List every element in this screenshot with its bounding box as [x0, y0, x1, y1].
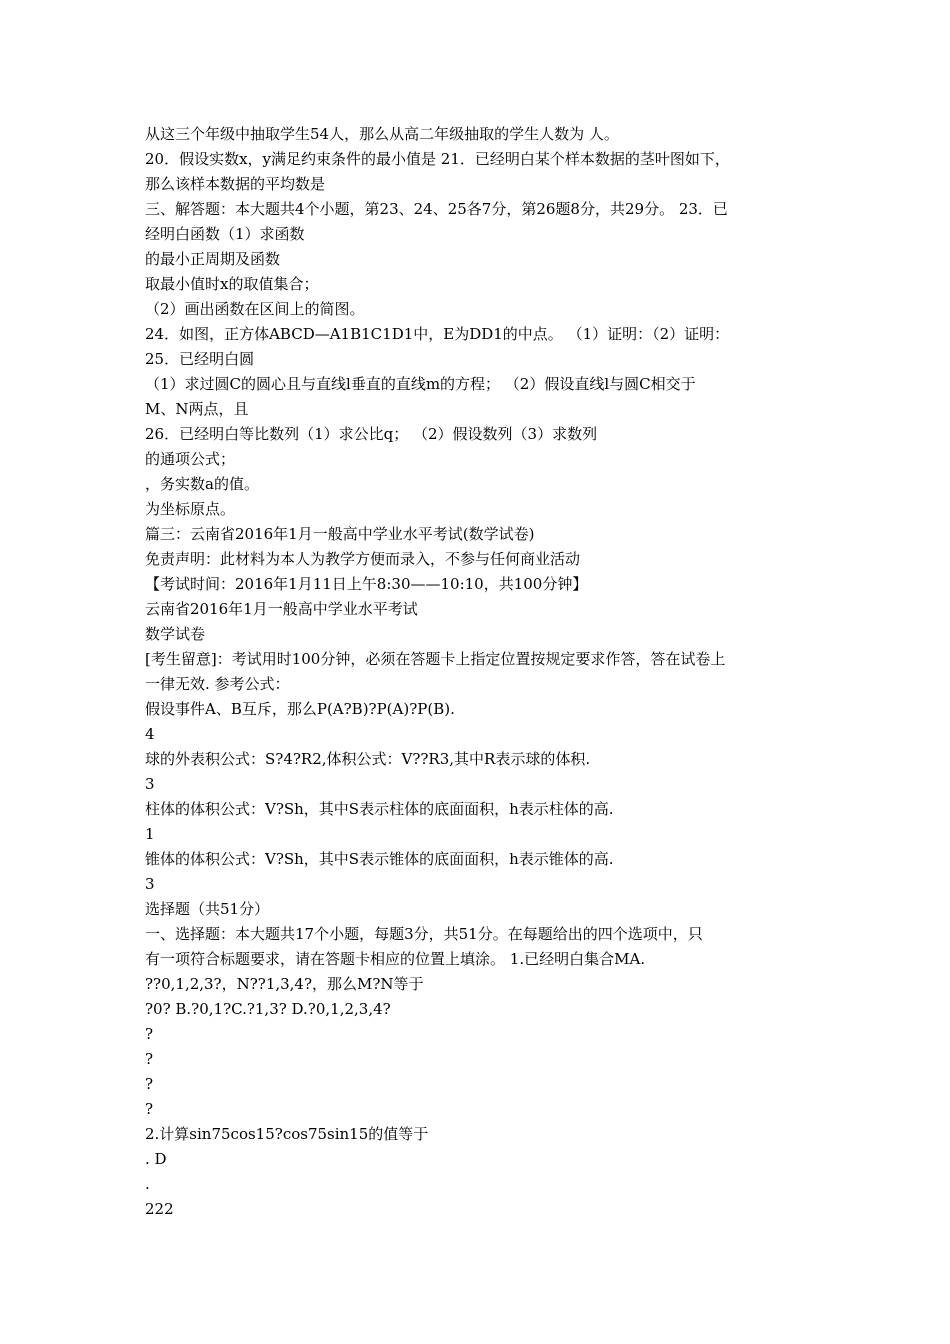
text-line: [考生留意]：考试用时100分钟，必须在答题卡上指定位置按规定要求作答，答在试卷上 — [145, 650, 726, 668]
text-line: 球的外表积公式：S?4?R2,体积公式：V??R3,其中R表示球的体积. — [145, 750, 591, 768]
text-line: M、N两点，且 — [145, 400, 249, 418]
text-line: 经明白函数（1）求函数 — [145, 225, 305, 243]
text-line: ?0? B.?0,1?C.?1,3? D.?0,1,2,3,4? — [145, 1000, 391, 1018]
text-line: 1 — [145, 825, 155, 843]
text-line: 一、选择题：本大题共17个小题，每题3分，共51分。在每题给出的四个选项中，只 — [145, 925, 703, 943]
text-line: 从这三个年级中抽取学生54人，那么从高二年级抽取的学生人数为 人。 — [145, 125, 619, 143]
text-line: ??0,1,2,3?，N??1,3,4?，那么M?N等于 — [145, 975, 424, 993]
text-line: 24．如图，正方体ABCD—A1B1C1D1中，E为DD1的中点。 （1）证明：（2）证明： — [145, 325, 730, 343]
text-line: 26．已经明白等比数列（1）求公比q； （2）假设数列（3）求数列 — [145, 425, 598, 443]
text-line: 取最小值时x的取值集合； — [145, 275, 319, 293]
text-line: 柱体的体积公式：V?Sh，其中S表示柱体的底面面积，h表示柱体的高. — [145, 800, 614, 818]
text-line: . — [145, 1175, 150, 1193]
text-line: ? — [145, 1075, 154, 1093]
text-line: 为坐标原点。 — [145, 500, 236, 518]
text-line: 假设事件A、B互斥，那么P(A?B)?P(A)?P(B). — [145, 700, 455, 718]
text-line: 数学试卷 — [145, 625, 206, 643]
text-line: （1）求过圆C的圆心且与直线l垂直的直线m的方程； （2）假设直线l与圆C相交于 — [145, 375, 696, 393]
text-line: 三、解答题：本大题共4个小题，第23、24、25各7分，第26题8分，共29分。 23．已 — [145, 200, 728, 218]
text-line: ? — [145, 1025, 154, 1043]
text-line: 选择题（共51分） — [145, 900, 270, 918]
text-line: 的最小正周期及函数 — [145, 250, 281, 268]
text-line: 有一项符合标题要求，请在答题卡相应的位置上填涂。 1.已经明白集合MA. — [145, 950, 646, 968]
text-line: 3 — [145, 875, 155, 893]
text-line: （2）画出函数在区间上的简图。 — [145, 300, 365, 318]
text-line: 【考试时间：2016年1月11日上午8:30——10:10，共100分钟】 — [145, 575, 588, 593]
text-line: ，务实数a的值。 — [145, 475, 259, 493]
text-line: 的通项公式； — [145, 450, 236, 468]
text-line: 25．已经明白圆 — [145, 350, 255, 368]
text-line: 那么该样本数据的平均数是 — [145, 175, 326, 193]
section-heading: 篇三：云南省2016年1月一般高中学业水平考试(数学试卷) — [145, 525, 535, 543]
text-line: 222 — [145, 1200, 174, 1218]
text-line: 2.计算sin75cos15?cos75sin15的值等于 — [145, 1125, 429, 1143]
text-line: 锥体的体积公式：V?Sh，其中S表示锥体的底面面积，h表示锥体的高. — [145, 850, 614, 868]
text-line: 3 — [145, 775, 155, 793]
text-line: 4 — [145, 725, 155, 743]
text-line: 一律无效. 参考公式： — [145, 675, 290, 693]
document-page — [145, 122, 810, 1222]
text-line: 20．假设实数x，y满足约束条件的最小值是 21．已经明白某个样本数据的茎叶图如下， — [145, 150, 730, 168]
text-line: ? — [145, 1100, 154, 1118]
text-line: 云南省2016年1月一般高中学业水平考试 — [145, 600, 418, 618]
text-line: ? — [145, 1050, 154, 1068]
text-line: 免责声明：此材料为本人为教学方便而录入，不参与任何商业活动 — [145, 550, 581, 568]
text-line: . D — [145, 1150, 167, 1168]
